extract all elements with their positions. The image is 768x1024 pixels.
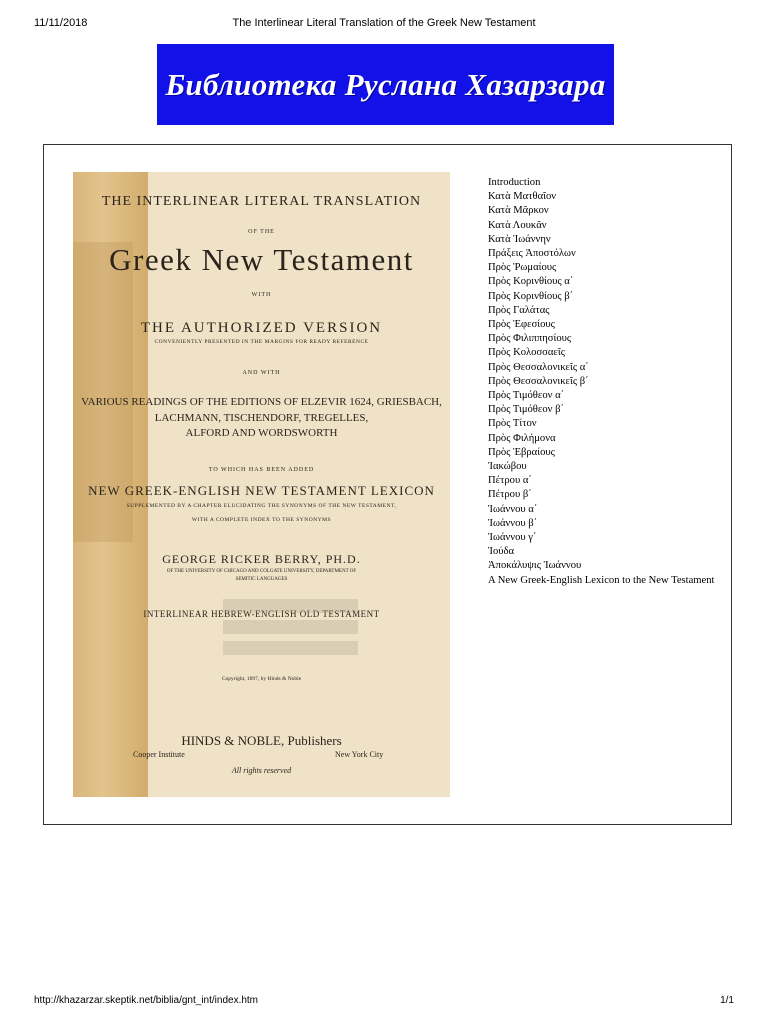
toc-link[interactable]: Πρὸς Ἐφεσίους xyxy=(488,319,555,331)
toc-link[interactable]: Πρὸς Τιμόθεον β΄ xyxy=(488,404,564,416)
toc-link[interactable]: Πρὸς Γαλάτας xyxy=(488,304,550,316)
toc-link[interactable]: Κατὰ Ἰωάννην xyxy=(488,233,551,245)
cover-university-1: OF THE UNIVERSITY OF CHICAGO AND COLGATE UNIVERSITY, DEPARTMENT OF xyxy=(166,569,357,574)
toc-link[interactable]: Πρὸς Φιλιππησίους xyxy=(488,333,572,345)
toc-link[interactable]: Πρὸς Κορινθίους β΄ xyxy=(488,290,574,302)
cover-conveniently: CONVENIENTLY PRESENTED IN THE MARGINS FOR READY REFERENCE xyxy=(154,339,369,345)
book-cover-image xyxy=(73,172,450,797)
print-footer xyxy=(34,995,734,1009)
toc-link[interactable]: Πρὸς Τίτον xyxy=(488,418,537,430)
cover-chapter: SUPPLEMENTED BY A CHAPTER ELUCIDATING THE SYNONYMS OF THE NEW TESTAMENT, xyxy=(126,503,397,509)
cover-publisher-right: New York City xyxy=(335,750,384,759)
cover-lexicon: NEW GREEK-ENGLISH NEW TESTAMENT LEXICON xyxy=(88,483,435,498)
cover-readings-3: ALFORD AND WORDSWORTH xyxy=(185,427,338,439)
cover-university-2: SEMITIC LANGUAGES xyxy=(235,577,288,582)
toc-link[interactable]: Πέτρου α΄ xyxy=(488,475,532,487)
toc-link[interactable]: Ἰωάννου α΄ xyxy=(488,503,538,515)
cover-interlinear: INTERLINEAR HEBREW-ENGLISH OLD TESTAMENT xyxy=(143,609,380,619)
toc-link[interactable]: Πράξεις Ἀποστόλων xyxy=(488,248,576,260)
toc-link[interactable]: Πρὸς Κορινθίους α΄ xyxy=(488,276,574,288)
print-header xyxy=(34,17,734,31)
print-page-number: 1/1 xyxy=(720,995,734,1006)
cover-author: GEORGE RICKER BERRY, PH.D. xyxy=(162,552,361,566)
toc-link[interactable]: Κατὰ Λουκᾶν xyxy=(488,219,547,231)
site-banner[interactable] xyxy=(157,44,614,125)
toc-link[interactable]: Πρὸς Φιλήμονα xyxy=(488,432,556,444)
print-page-title: The Interlinear Literal Translation of the Greek New Testament xyxy=(232,17,536,29)
toc-link[interactable]: Πρὸς Θεσσαλονικεῖς α΄ xyxy=(488,361,589,373)
toc-link[interactable]: Ἰωάννου β΄ xyxy=(488,517,538,529)
cover-title-line1: THE INTERLINEAR LITERAL TRANSLATION xyxy=(101,194,422,209)
cover-authorized-version: THE AUTHORIZED VERSION xyxy=(140,320,383,336)
cover-rights: All rights reserved xyxy=(231,766,292,775)
cover-publisher: HINDS & NOBLE, Publishers xyxy=(181,733,342,748)
cover-publisher-left: Cooper Institute xyxy=(133,750,185,759)
toc-link[interactable]: Πέτρου β΄ xyxy=(488,489,532,501)
toc-link[interactable]: Πρὸς Τιμόθεον α΄ xyxy=(488,390,565,402)
toc-link[interactable]: Ἰωάννου γ΄ xyxy=(488,532,537,544)
cover-readings-1: VARIOUS READINGS OF THE EDITIONS OF ELZEVIR 1624, GRIESBACH, xyxy=(81,396,442,408)
cover-with: WITH xyxy=(251,292,272,298)
toc-link[interactable]: Κατὰ Μᾶρκον xyxy=(488,205,549,217)
cover-index: WITH A COMPLETE INDEX TO THE SYNONYMS xyxy=(191,517,332,523)
toc-link[interactable]: Ἰούδα xyxy=(488,546,515,558)
cover-of-the: OF THE xyxy=(248,229,275,235)
toc-link[interactable]: Ἀποκάλυψις Ἰωάννου xyxy=(488,560,582,572)
toc-link[interactable]: Πρὸς Ῥωμαίους xyxy=(488,262,557,274)
print-url: http://khazarzar.skeptik.net/biblia/gnt_int/index.htm xyxy=(34,995,259,1006)
banner-text: Библиотека Руслана Хазарзара xyxy=(165,66,606,102)
toc-link[interactable]: Πρὸς Ἑβραίους xyxy=(488,446,555,458)
toc-link[interactable]: Introduction xyxy=(488,177,541,188)
cover-title-big: Greek New Testament xyxy=(109,242,414,277)
cover-copyright: Copyright, 1897, by Hinds & Noble xyxy=(221,676,302,682)
table-of-contents xyxy=(488,176,723,588)
toc-link[interactable]: Ἰακώβου xyxy=(488,461,527,473)
toc-link[interactable]: A New Greek-English Lexicon to the New Testament xyxy=(488,574,715,586)
cover-and-with: AND WITH xyxy=(242,370,281,376)
cover-readings-2: LACHMANN, TISCHENDORF, TREGELLES, xyxy=(154,412,369,424)
toc-link[interactable]: Κατὰ Ματθαῖον xyxy=(488,191,557,203)
toc-link[interactable]: Πρὸς Κολοσσαεῖς xyxy=(488,347,565,359)
print-date: 11/11/2018 xyxy=(34,17,88,29)
toc-link[interactable]: Πρὸς Θεσσαλονικεῖς β΄ xyxy=(488,375,589,387)
library-stamp xyxy=(223,592,358,672)
cover-added: TO WHICH HAS BEEN ADDED xyxy=(208,467,315,473)
